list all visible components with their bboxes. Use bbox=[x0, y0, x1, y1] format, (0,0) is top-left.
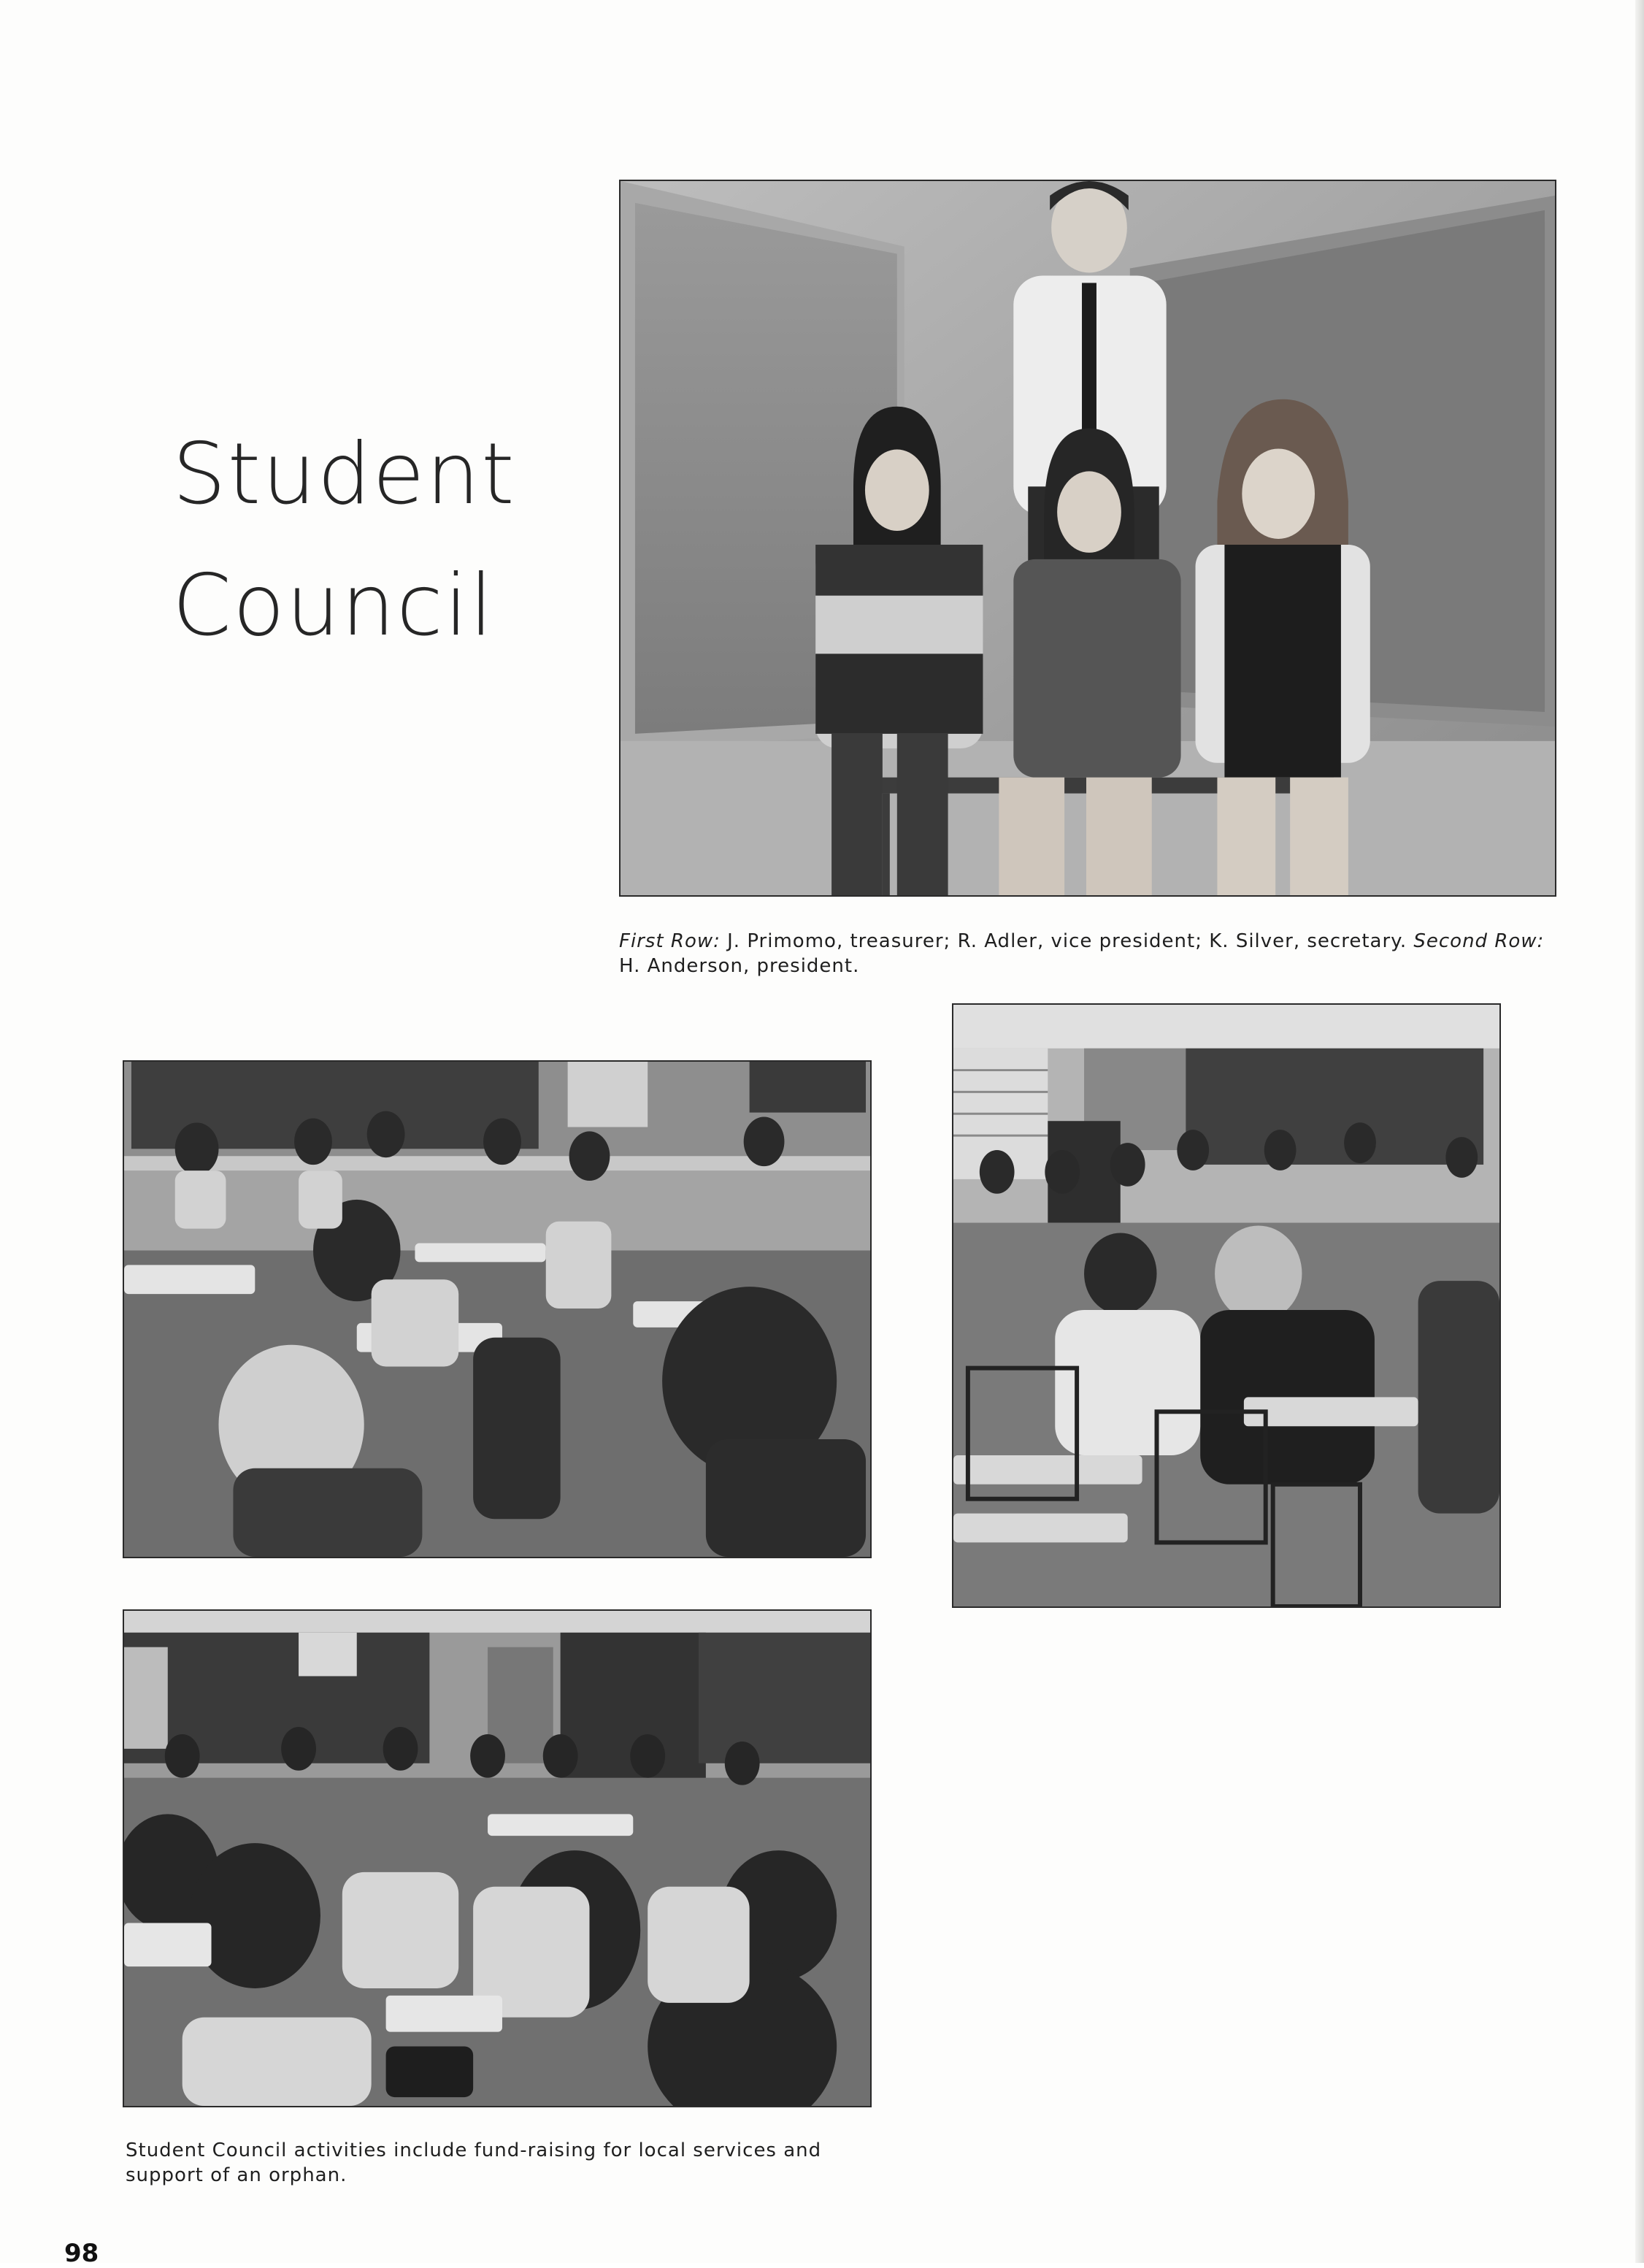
classroom-photo-right bbox=[952, 1003, 1501, 1608]
page-title-line-1: Student bbox=[172, 425, 516, 524]
caption-second-row-text: H. Anderson, president. bbox=[619, 955, 860, 977]
classroom-photo-bottom bbox=[123, 1609, 872, 2107]
officers-caption bbox=[619, 929, 1561, 978]
page-title bbox=[172, 409, 516, 672]
caption-first-row-label: First Row: bbox=[619, 930, 721, 952]
officers-photo bbox=[619, 180, 1556, 897]
scan-edge-shadow bbox=[1635, 0, 1644, 2263]
page-number: 98 bbox=[64, 2239, 99, 2268]
caption-first-row-text: J. Primomo, treasurer; R. Adler, vice president; K. Silver, secretary. bbox=[720, 930, 1414, 952]
activities-caption: Student Council activities include fund-raising for local services and support of an orphan. bbox=[126, 2139, 822, 2186]
classroom-photo-left bbox=[123, 1060, 872, 1558]
caption-second-row-label: Second Row: bbox=[1413, 930, 1545, 952]
page-title-line-2: Council bbox=[172, 556, 495, 655]
